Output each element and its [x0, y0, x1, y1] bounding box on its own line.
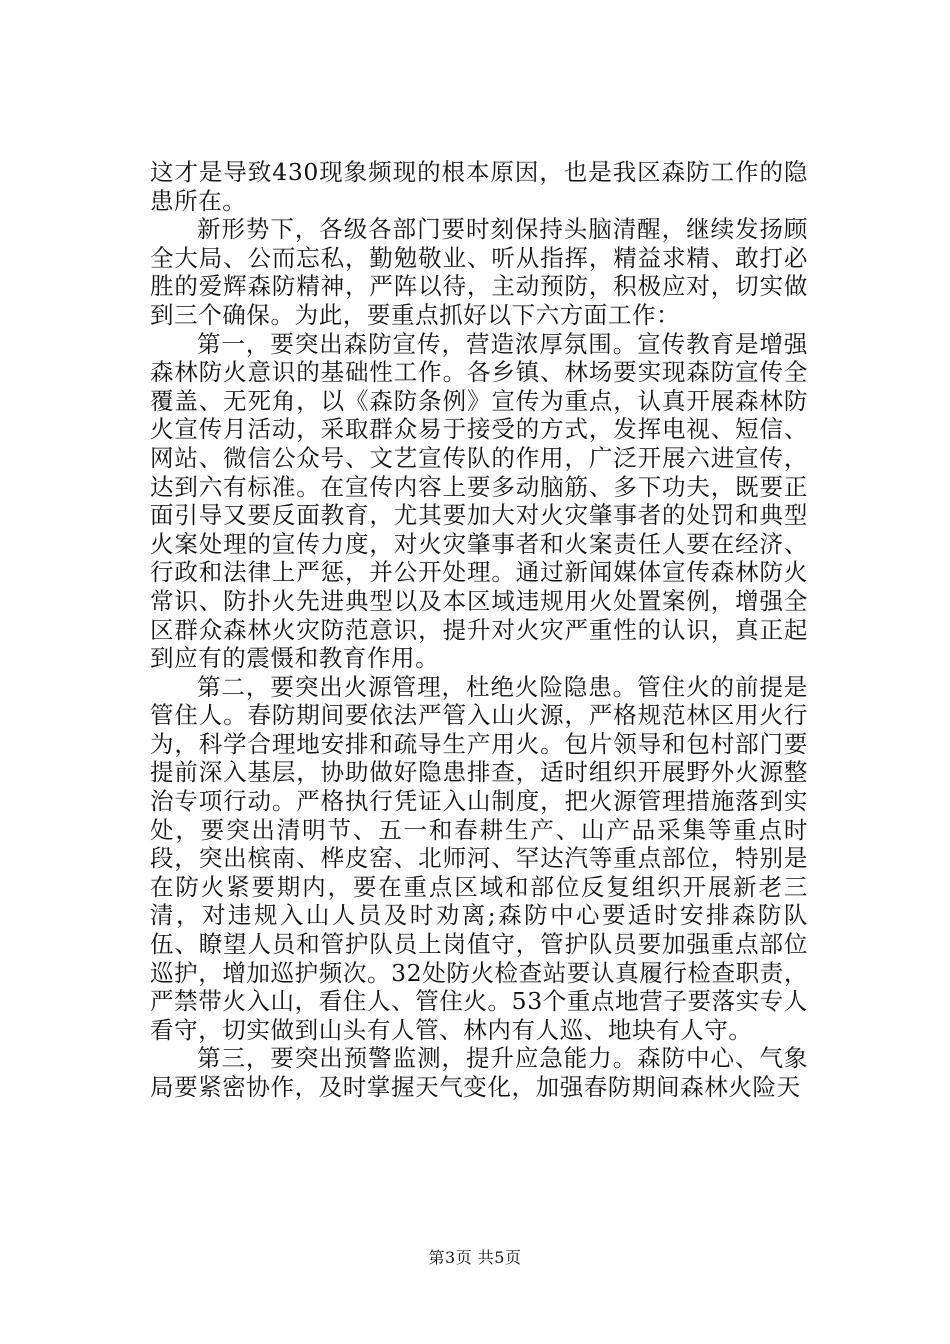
page-number-footer: 第3页 共5页 [428, 1248, 522, 1267]
paragraph-second-fire-source: 第二，要突出火源管理，杜绝火险隐患。管住火的前提是管住人。春防期间要依法严管入山火源，严格规范林区用火行为，科学合理地安排和疏导生产用火。包片领导和包村部门要提前深入基层，协助做好隐患排查，适时组织开展野外火源整治专项行动。严格执行凭证入山制度，把火源管理措施落到实处，要突出清明节、五一和春耕生产、山产品采集等重点时段，突出槟南、桦皮窑、北师河、罕达汽等重点部位，特别是在防火紧要期内，要在重点区域和部位反复组织开展新老三清，对违规入山人员及时劝离;森防中心要适时安排森防队伍、瞭望人员和管护队员上岗值守，管护队员要加强重点部位巡护，增加巡护频次。32处防火检查站要认真履行检查职责，严禁带火入山，看住人、管住火。53个重点地营子要落实专人看守，切实做到山头有人管、林内有人巡、地块有人守。 [150, 672, 808, 1044]
paragraph-third-warning: 第三，要突出预警监测，提升应急能力。森防中心、气象局要紧密协作，及时掌握天气变化，加强春防期间森林火险天 [150, 1044, 808, 1101]
paragraph-new-situation: 新形势下，各级各部门要时刻保持头脑清醒，继续发扬顾全大局、公而忘私，勤勉敬业、听从指挥，精益求精、敢打必胜的爱辉森防精神，严阵以待，主动预防，积极应对，切实做到三个确保。为此，要重点抓好以下六方面工作： [150, 215, 808, 329]
paragraph-continuation: 这才是导致430现象频现的根本原因，也是我区森防工作的隐患所在。 [150, 158, 808, 215]
paragraph-first-publicity: 第一，要突出森防宣传，营造浓厚氛围。宣传教育是增强森林防火意识的基础性工作。各乡镇、林场要实现森防宣传全覆盖、无死角，以《森防条例》宣传为重点，认真开展森林防火宣传月活动，采取群众易于接受的方式，发挥电视、短信、网站、微信公众号、文艺宣传队的作用，广泛开展六进宣传，达到六有标准。在宣传内容上要多动脑筋、多下功夫，既要正面引导又要反面教育，尤其要加大对火灾肇事者的处罚和典型火案处理的宣传力度，对火灾肇事者和火案责任人要在经济、行政和法律上严惩，并公开处理。通过新闻媒体宣传森林防火常识、防扑火先进典型以及本区域违规用火处置案例，增强全区群众森林火灾防范意识，提升对火灾严重性的认识，真正起到应有的震慑和教育作用。 [150, 329, 808, 673]
document-body [150, 158, 808, 1102]
